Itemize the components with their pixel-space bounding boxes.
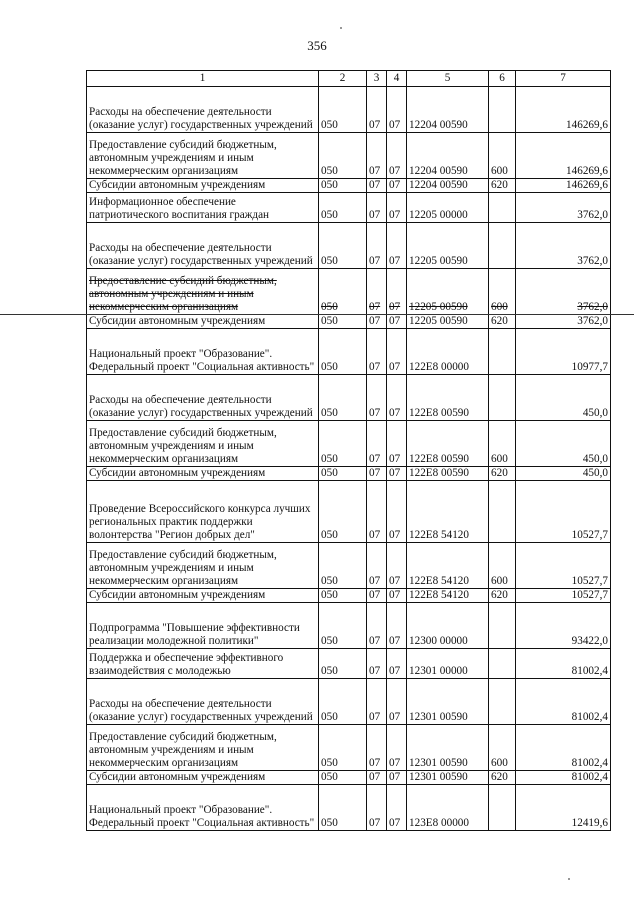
table-row <box>87 179 611 193</box>
table-row <box>87 133 611 179</box>
row-vr <box>489 603 516 649</box>
row-vr: 620 <box>489 589 516 603</box>
row-csr: 12205 00590 <box>407 315 489 329</box>
table-row <box>87 223 611 269</box>
row-pr: 07 <box>387 543 407 589</box>
table-row <box>87 603 611 649</box>
row-name: Предоставление субсидий бюджетным, автономным учреждениям и иным некоммерческим организациям <box>87 133 319 179</box>
row-rz: 07 <box>367 679 387 725</box>
row-ved: 050 <box>319 329 367 375</box>
row-sum: 81002,4 <box>516 679 611 725</box>
row-name: Предоставление субсидий бюджетным, автономным учреждениям и иным некоммерческим организациям <box>87 543 319 589</box>
row-pr: 07 <box>387 329 407 375</box>
row-sum: 3762,0 <box>516 315 611 329</box>
row-pr: 07 <box>387 269 407 315</box>
row-name: Подпрограмма "Повышение эффективности реализации молодежной политики" <box>87 603 319 649</box>
row-name: Поддержка и обеспечение эффективного взаимодействия с молодежью <box>87 649 319 679</box>
row-ved: 050 <box>319 785 367 831</box>
table-row <box>87 87 611 133</box>
row-vr: 620 <box>489 315 516 329</box>
row-ved: 050 <box>319 421 367 467</box>
table-row <box>87 679 611 725</box>
row-rz: 07 <box>367 725 387 771</box>
row-vr <box>489 481 516 543</box>
row-rz: 07 <box>367 649 387 679</box>
row-name: Информационное обеспечение патриотического воспитания граждан <box>87 193 319 223</box>
row-csr: 122E8 00000 <box>407 329 489 375</box>
row-csr: 12204 00590 <box>407 179 489 193</box>
row-csr: 122E8 00590 <box>407 375 489 421</box>
row-csr: 12300 00000 <box>407 603 489 649</box>
col-header-6: 6 <box>489 71 516 87</box>
row-rz: 07 <box>367 87 387 133</box>
row-name: Предоставление субсидий бюджетным, автономным учреждениям и иным некоммерческим организациям <box>87 269 319 315</box>
table-row <box>87 315 611 329</box>
row-pr: 07 <box>387 375 407 421</box>
row-ved: 050 <box>319 481 367 543</box>
row-ved: 050 <box>319 543 367 589</box>
row-ved: 050 <box>319 269 367 315</box>
row-rz: 07 <box>367 785 387 831</box>
row-vr <box>489 87 516 133</box>
row-pr: 07 <box>387 193 407 223</box>
row-sum: 3762,0 <box>516 223 611 269</box>
row-rz: 07 <box>367 589 387 603</box>
row-csr: 12205 00590 <box>407 223 489 269</box>
row-name: Субсидии автономным учреждениям <box>87 589 319 603</box>
row-ved: 050 <box>319 375 367 421</box>
row-name: Расходы на обеспечение деятельности (оказание услуг) государственных учреждений <box>87 679 319 725</box>
table-row <box>87 649 611 679</box>
row-rz: 07 <box>367 193 387 223</box>
row-name: Предоставление субсидий бюджетным, автономным учреждениям и иным некоммерческим организациям <box>87 421 319 467</box>
row-vr <box>489 193 516 223</box>
row-csr: 12205 00000 <box>407 193 489 223</box>
row-csr: 12205 00590 <box>407 269 489 315</box>
row-ved: 050 <box>319 771 367 785</box>
row-ved: 050 <box>319 589 367 603</box>
row-sum: 81002,4 <box>516 725 611 771</box>
row-sum: 146269,6 <box>516 87 611 133</box>
row-pr: 07 <box>387 481 407 543</box>
row-ved: 050 <box>319 603 367 649</box>
row-ved: 050 <box>319 679 367 725</box>
row-pr: 07 <box>387 421 407 467</box>
row-name: Проведение Всероссийского конкурса лучших региональных практик поддержки волонтерства "Регион добрых дел" <box>87 481 319 543</box>
row-sum: 10527,7 <box>516 481 611 543</box>
row-name: Субсидии автономным учреждениям <box>87 771 319 785</box>
row-rz: 07 <box>367 179 387 193</box>
row-pr: 07 <box>387 467 407 481</box>
row-name: Предоставление субсидий бюджетным, автономным учреждениям и иным некоммерческим организациям <box>87 725 319 771</box>
table-row <box>87 329 611 375</box>
row-vr <box>489 375 516 421</box>
row-vr <box>489 223 516 269</box>
row-pr: 07 <box>387 133 407 179</box>
row-sum: 3762,0 <box>516 193 611 223</box>
row-name: Расходы на обеспечение деятельности (оказание услуг) государственных учреждений <box>87 223 319 269</box>
row-sum: 450,0 <box>516 467 611 481</box>
row-name: Национальный проект "Образование". Федеральный проект "Социальная активность" <box>87 785 319 831</box>
scan-speck <box>568 878 570 880</box>
row-rz: 07 <box>367 223 387 269</box>
row-csr: 12301 00590 <box>407 679 489 725</box>
row-rz: 07 <box>367 315 387 329</box>
row-csr: 122E8 54120 <box>407 589 489 603</box>
table-row <box>87 543 611 589</box>
row-rz: 07 <box>367 771 387 785</box>
row-csr: 12204 00590 <box>407 133 489 179</box>
row-vr <box>489 679 516 725</box>
scan-line-artifact <box>0 314 634 315</box>
row-pr: 07 <box>387 87 407 133</box>
row-pr: 07 <box>387 785 407 831</box>
row-sum: 93422,0 <box>516 603 611 649</box>
row-csr: 12301 00590 <box>407 771 489 785</box>
row-csr: 12301 00590 <box>407 725 489 771</box>
row-rz: 07 <box>367 543 387 589</box>
row-pr: 07 <box>387 771 407 785</box>
row-name: Субсидии автономным учреждениям <box>87 467 319 481</box>
row-vr: 620 <box>489 771 516 785</box>
row-sum: 146269,6 <box>516 133 611 179</box>
row-name: Расходы на обеспечение деятельности (оказание услуг) государственных учреждений <box>87 375 319 421</box>
row-csr: 122E8 00590 <box>407 421 489 467</box>
row-pr: 07 <box>387 315 407 329</box>
row-rz: 07 <box>367 375 387 421</box>
row-vr: 600 <box>489 269 516 315</box>
table-row <box>87 771 611 785</box>
row-rz: 07 <box>367 603 387 649</box>
row-rz: 07 <box>367 481 387 543</box>
row-ved: 050 <box>319 193 367 223</box>
table-row <box>87 269 611 315</box>
row-pr: 07 <box>387 223 407 269</box>
row-vr <box>489 329 516 375</box>
row-pr: 07 <box>387 589 407 603</box>
budget-table <box>86 70 611 831</box>
row-rz: 07 <box>367 133 387 179</box>
row-sum: 81002,4 <box>516 649 611 679</box>
row-name: Расходы на обеспечение деятельности (оказание услуг) государственных учреждений <box>87 87 319 133</box>
row-vr: 600 <box>489 543 516 589</box>
row-csr: 122E8 54120 <box>407 543 489 589</box>
row-sum: 450,0 <box>516 375 611 421</box>
row-rz: 07 <box>367 421 387 467</box>
table-row <box>87 589 611 603</box>
row-vr: 600 <box>489 421 516 467</box>
row-ved: 050 <box>319 87 367 133</box>
row-sum: 12419,6 <box>516 785 611 831</box>
table-row <box>87 785 611 831</box>
table-row <box>87 725 611 771</box>
table-row <box>87 481 611 543</box>
row-name: Национальный проект "Образование". Федеральный проект "Социальная активность" <box>87 329 319 375</box>
row-ved: 050 <box>319 467 367 481</box>
page-number: 356 <box>307 38 327 53</box>
col-header-3: 3 <box>367 71 387 87</box>
table-row <box>87 467 611 481</box>
row-csr: 122E8 00590 <box>407 467 489 481</box>
table-row <box>87 375 611 421</box>
row-csr: 12204 00590 <box>407 87 489 133</box>
row-sum: 81002,4 <box>516 771 611 785</box>
col-header-1: 1 <box>87 71 319 87</box>
row-name: Субсидии автономным учреждениям <box>87 315 319 329</box>
row-rz: 07 <box>367 269 387 315</box>
row-rz: 07 <box>367 329 387 375</box>
row-sum: 450,0 <box>516 421 611 467</box>
header-row <box>87 71 611 87</box>
row-ved: 050 <box>319 649 367 679</box>
row-sum: 10527,7 <box>516 543 611 589</box>
row-pr: 07 <box>387 179 407 193</box>
row-csr: 122E8 54120 <box>407 481 489 543</box>
row-ved: 050 <box>319 179 367 193</box>
col-header-2: 2 <box>319 71 367 87</box>
row-csr: 12301 00000 <box>407 649 489 679</box>
row-ved: 050 <box>319 315 367 329</box>
row-sum: 3762,0 <box>516 269 611 315</box>
col-header-4: 4 <box>387 71 407 87</box>
row-sum: 10527,7 <box>516 589 611 603</box>
table-row <box>87 193 611 223</box>
col-header-5: 5 <box>407 71 489 87</box>
row-rz: 07 <box>367 467 387 481</box>
row-ved: 050 <box>319 133 367 179</box>
row-csr: 123E8 00000 <box>407 785 489 831</box>
row-vr <box>489 785 516 831</box>
row-vr: 620 <box>489 467 516 481</box>
row-pr: 07 <box>387 725 407 771</box>
row-pr: 07 <box>387 603 407 649</box>
scan-speck <box>340 27 342 29</box>
row-ved: 050 <box>319 725 367 771</box>
col-header-7: 7 <box>516 71 611 87</box>
row-pr: 07 <box>387 649 407 679</box>
row-vr <box>489 649 516 679</box>
row-name: Субсидии автономным учреждениям <box>87 179 319 193</box>
row-sum: 146269,6 <box>516 179 611 193</box>
row-sum: 10977,7 <box>516 329 611 375</box>
table-row <box>87 421 611 467</box>
row-pr: 07 <box>387 679 407 725</box>
row-ved: 050 <box>319 223 367 269</box>
row-vr: 600 <box>489 725 516 771</box>
row-vr: 620 <box>489 179 516 193</box>
row-vr: 600 <box>489 133 516 179</box>
